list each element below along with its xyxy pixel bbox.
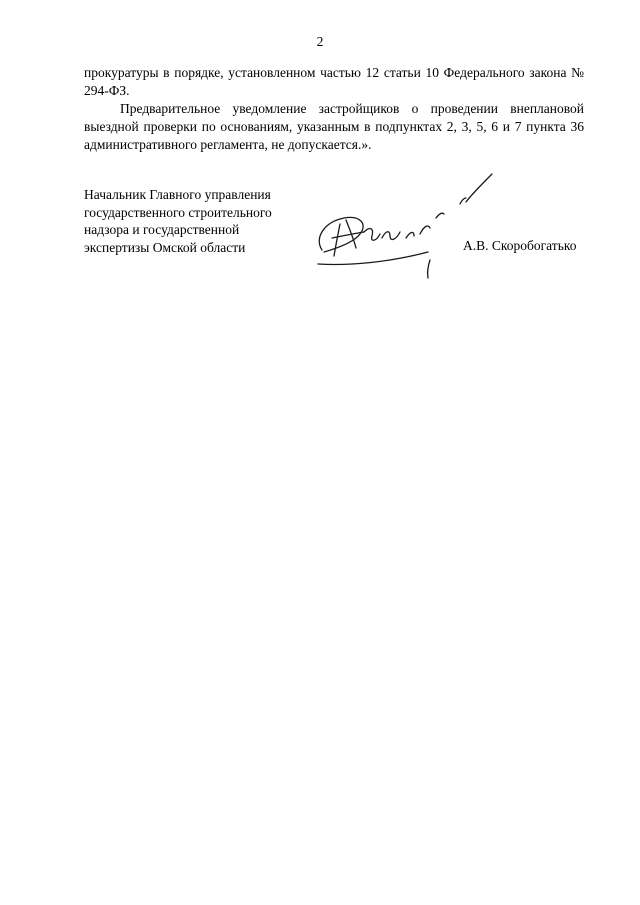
- handwritten-signature: [310, 168, 510, 280]
- signatory-title-line: экспертизы Омской области: [84, 239, 246, 255]
- signatory-title-line: государственного строительного: [84, 204, 272, 220]
- document-body: [84, 64, 584, 154]
- page-number: 2: [316, 34, 324, 49]
- paragraph-continuation: прокуратуры в порядке, установленном частью 12 статьи 10 Федерального закона № 294-ФЗ.: [84, 65, 584, 98]
- paragraph-notification-rule: Предварительное уведомление застройщиков о проведении внеплановой выездной проверки по основаниям, указанным в подпунктах 2, 3, 5, 6 и 7 пункта 36 административного регламента, не допускается.».: [84, 101, 584, 152]
- signatory-name: А.В. Скоробогатько: [463, 238, 577, 253]
- signatory-title-line: Начальник Главного управления: [84, 187, 271, 202]
- signatory-title-line: надзора и государственной: [84, 222, 240, 237]
- signatory-title: [84, 186, 314, 256]
